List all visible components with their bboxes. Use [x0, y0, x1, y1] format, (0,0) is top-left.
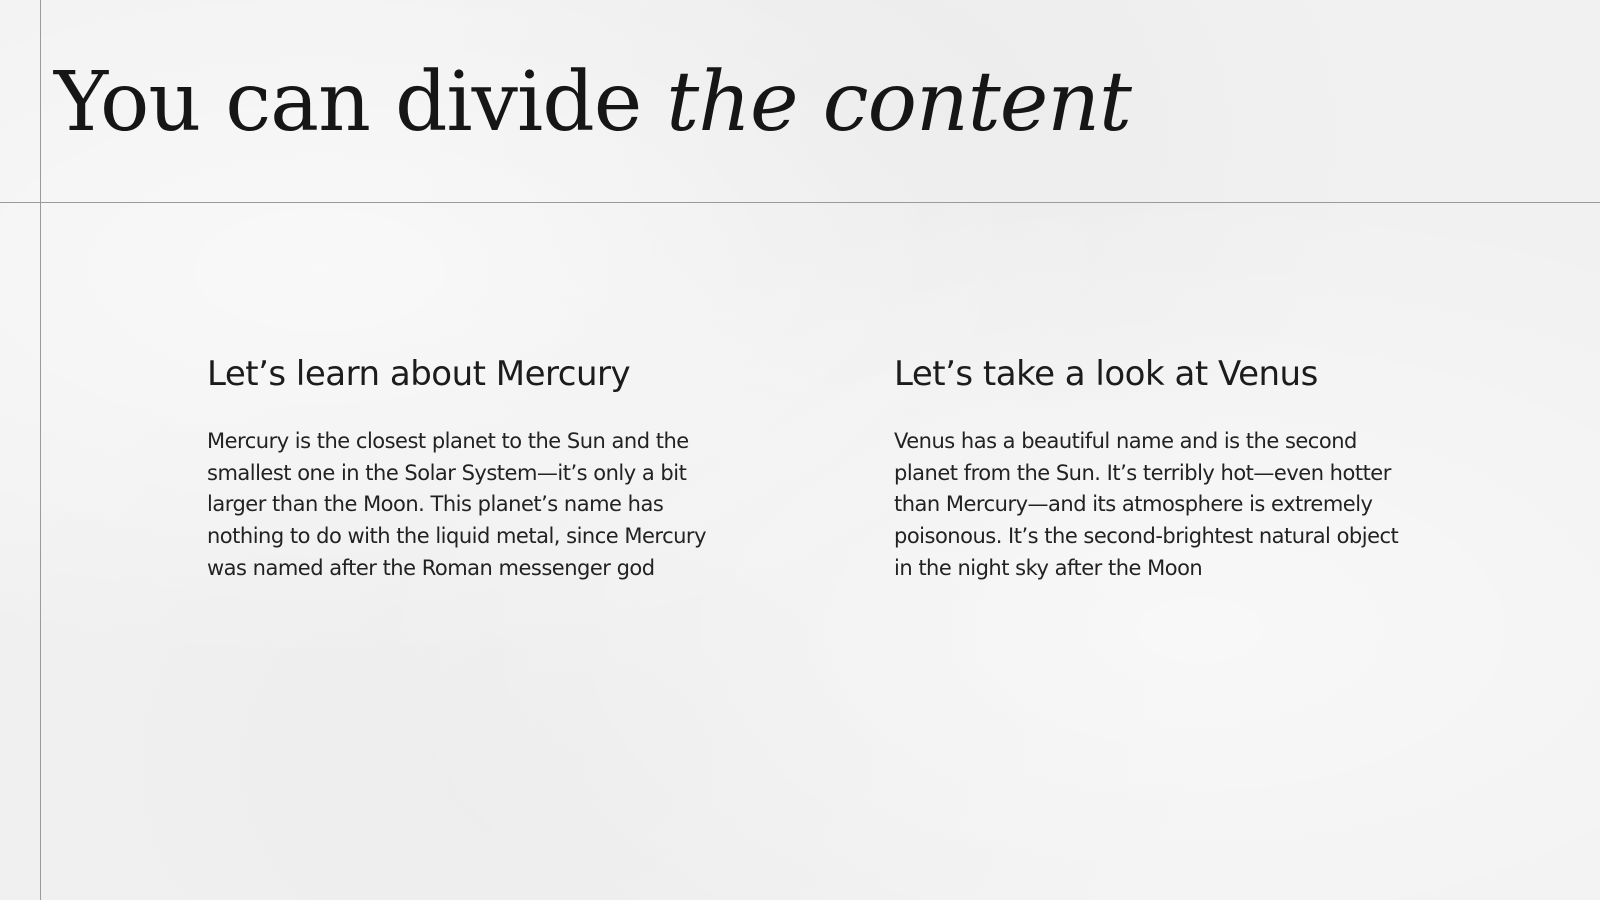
title-italic-text: the content — [666, 55, 1132, 150]
title-regular-text: You can divide — [54, 55, 667, 150]
venus-column — [894, 350, 1414, 585]
venus-body-text: Venus has a beautiful name and is the second planet from the Sun. It’s terribly hot—even hotter than Mercury—and its atmosphere is extremely poisonous. It’s the second-brightest natural object in the night sky after the Moon — [894, 429, 1399, 580]
mercury-heading: Let’s learn about Mercury — [207, 354, 631, 394]
mercury-body-text: Mercury is the closest planet to the Sun and the smallest one in the Solar System—it’s only a bit larger than the Moon. This planet’s name has nothing to do with the liquid metal, since Mercury was named after the Roman messenger god — [207, 429, 706, 580]
vertical-rule-line — [40, 0, 41, 900]
venus-heading: Let’s take a look at Venus — [894, 354, 1318, 394]
horizontal-rule-line — [0, 202, 1600, 203]
slide-title — [54, 48, 1131, 158]
mercury-column — [207, 350, 727, 585]
